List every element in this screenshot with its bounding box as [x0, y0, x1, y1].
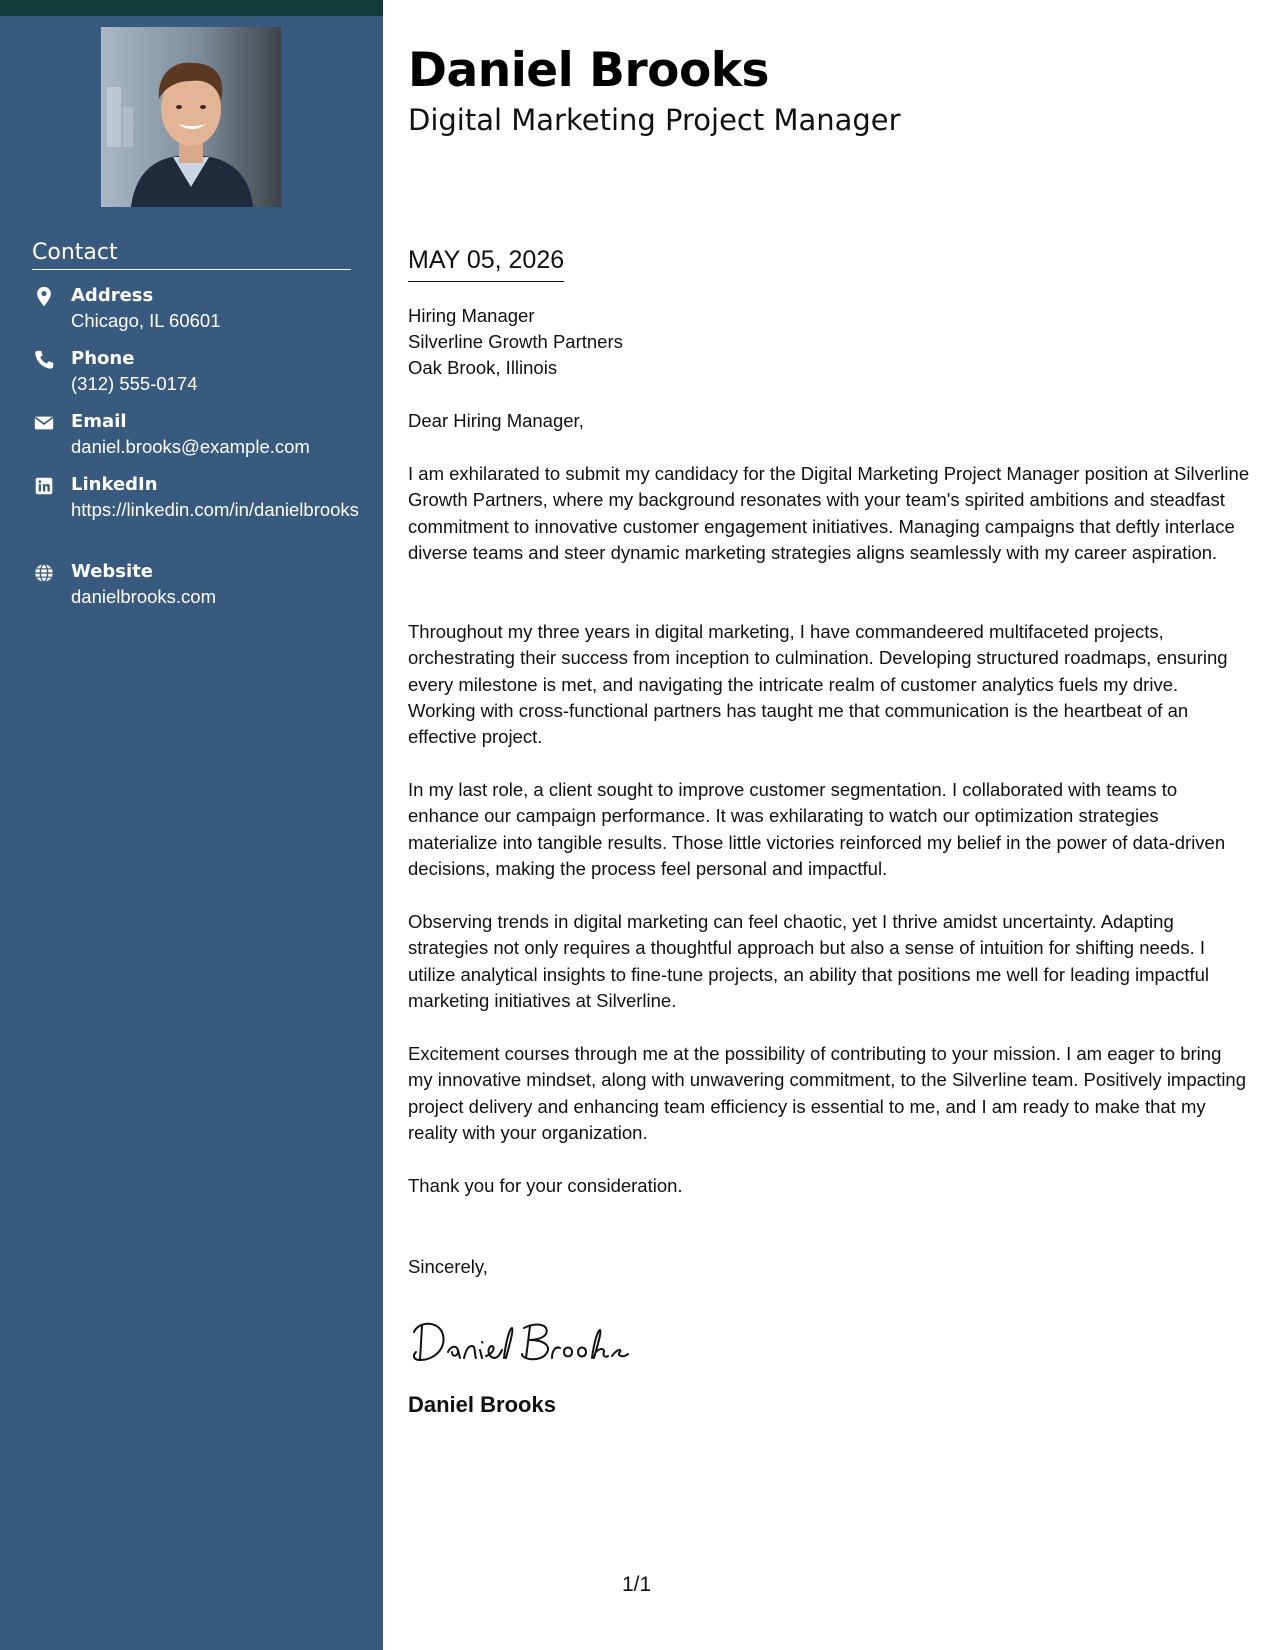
linkedin-label: LinkedIn [71, 474, 158, 495]
sidebar-top-band [0, 0, 383, 16]
linkedin-icon [32, 475, 56, 497]
phone-label: Phone [71, 348, 135, 369]
address-label: Address [71, 285, 154, 306]
candidate-name: Daniel Brooks [408, 43, 769, 98]
paragraph-4: Observing trends in digital marketing can feel chaotic, yet I thrive amidst uncertainty. Adapting strategies not only requires a thoughtful approach but also a sense of intuition for shifting needs. I utilize analytical insights to fine-tune projects, an ability that positions me well for leading impactful marketing initiatives at Silverline. [408, 911, 1210, 1011]
globe-icon [32, 562, 56, 584]
contact-heading: Contact [32, 240, 351, 270]
greeting: Dear Hiring Manager, [408, 410, 584, 431]
paragraph-1: I am exhilarated to submit my candidacy for the Digital Marketing Project Manager position at Silverline Growth Partners, where my background resonates with your team's spirited ambitions and steadfast commitment to innovative customer engagement initiatives. Managing campaigns that deftly interlace diverse teams and steer dynamic marketing strategies aligns seamlessly with my career aspiration. [408, 463, 1250, 563]
email-value[interactable]: daniel.brooks@example.com [71, 436, 310, 457]
map-pin-icon [32, 286, 56, 308]
closing: Sincerely, [408, 1256, 488, 1277]
linkedin-value[interactable]: https://linkedin.com/in/danielbrooks [71, 499, 359, 520]
signature [406, 1297, 636, 1370]
paragraph-2: Throughout my three years in digital marketing, I have commandeered multifaceted projects, orchestrating their success from inception to culmination. Developing structured roadmaps, ensuring every milestone is met, and navigating the intricate realm of customer analytics fuels my drive. Working with cross-functional partners has taught me that communication is the heartbeat of an effective project. [408, 621, 1228, 748]
recipient-block [408, 303, 623, 381]
envelope-icon [32, 412, 56, 434]
recipient-location: Oak Brook, Illinois [408, 357, 558, 378]
profile-photo [101, 27, 281, 207]
letter-date: MAY 05, 2026 [408, 245, 564, 282]
sidebar [0, 0, 383, 1650]
website-value[interactable]: danielbrooks.com [71, 586, 216, 607]
signed-name: Daniel Brooks [408, 1392, 556, 1417]
recipient-name: Hiring Manager [408, 305, 535, 326]
paragraph-5: Excitement courses through me at the possibility of contributing to your mission. I am eager to bring my innovative mindset, along with unwavering commitment, to the Silverline team. Positively impacting project delivery and enhancing team efficiency is essential to me, and I am ready to make that my reality with your organization. [408, 1043, 1247, 1143]
paragraph-6: Thank you for your consideration. [408, 1175, 683, 1196]
page-number: 1/1 [622, 1573, 652, 1596]
recipient-company: Silverline Growth Partners [408, 331, 623, 352]
email-label: Email [71, 411, 127, 432]
address-value: Chicago, IL 60601 [71, 310, 221, 331]
website-label: Website [71, 561, 154, 582]
signature-text: Daniel Brooks [406, 1297, 506, 1314]
paragraph-3: In my last role, a client sought to improve customer segmentation. I collaborated with teams to enhance our campaign performance. It was exhilarating to watch our optimization strategies materialize into tangible results. Those little victories reinforced my belief in the power of data-driven decisions, making the process feel personal and impactful. [408, 779, 1226, 879]
phone-icon [32, 349, 56, 371]
job-title: Digital Marketing Project Manager [408, 103, 901, 137]
phone-value[interactable]: (312) 555-0174 [71, 373, 198, 394]
